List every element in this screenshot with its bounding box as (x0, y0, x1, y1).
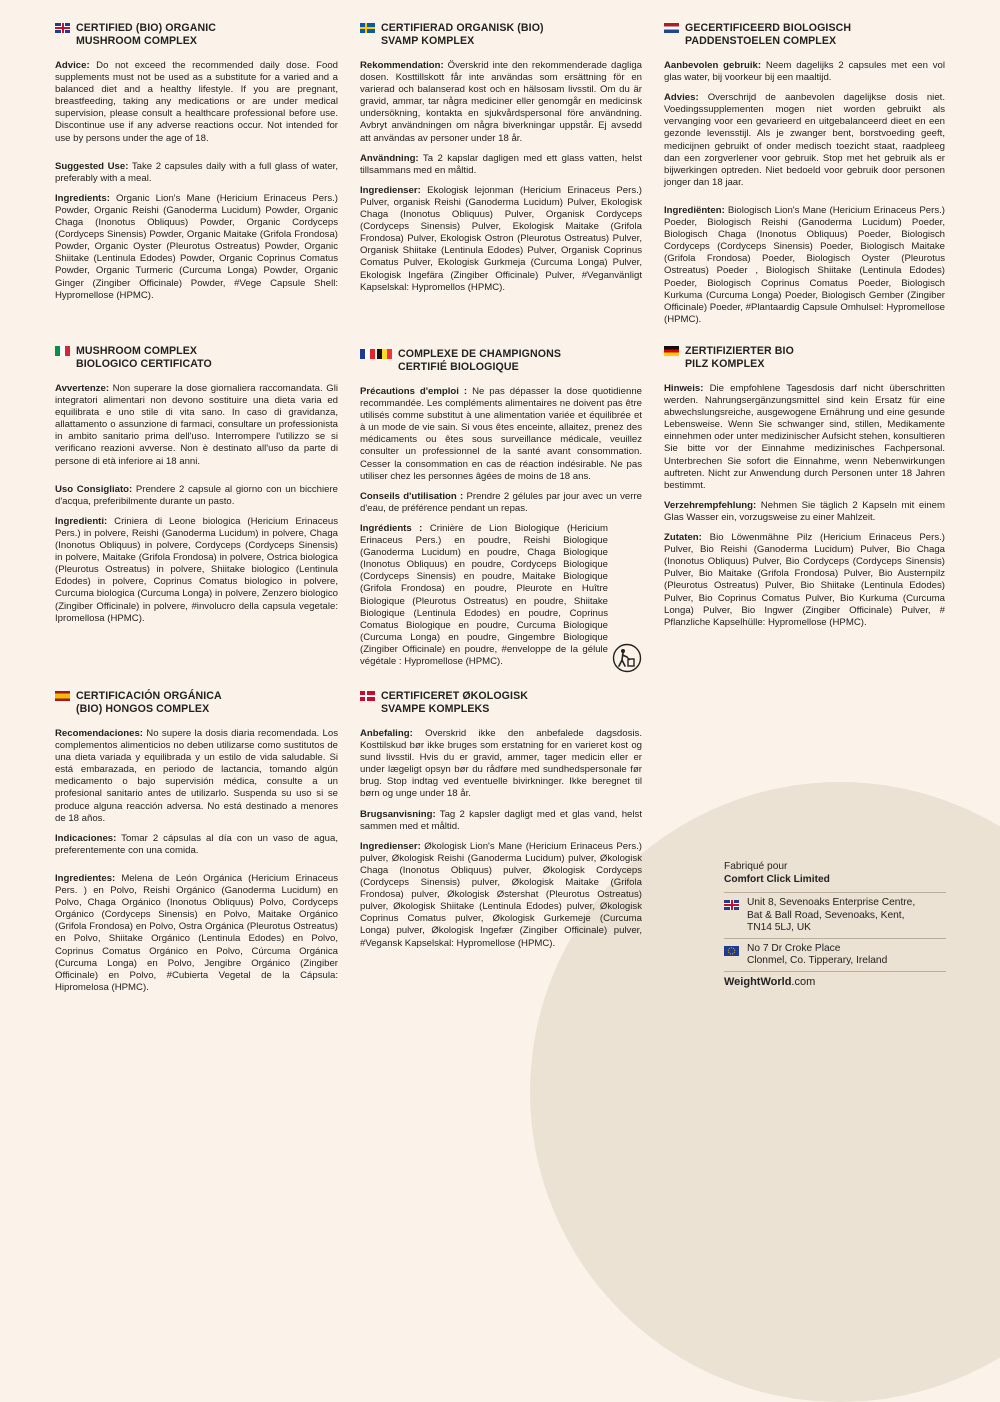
ingredients-paragraph: Ingrediënten: Biologisch Lion's Mane (Hericium Erinaceus Pers.) Poeder, Biologisch Reishi (Ganoderma Lucidum) Poeder, Biologisch Chaga (Inonotus Obliquus) Poeder, Biologisch Cordyceps (Cordyceps Sinensis) Poeder, Biologisch Maitake (Grifola Frondosa) Poeder, Biologisch Oyster (Pleurotus Ostreatus) Poeder , Biologisch Shiitake (Lentinula Edodes) Poeder, Biologisch Coprinus Comatus Poeder, Biologisch Kurkuma (Curcuma Longa) Poeder, Biologisch Gember (Zingiber Officinale) Poeder, #Plantaardig Capsule Omhulsel: Hypromellose (HPMC). (664, 204, 945, 325)
usage-paragraph: Verzehrempfehlung: Nehmen Sie täglich 2 Kapseln mit einem Glas Wasser ein, vorzugsweise zu einer Mahlzeit. (664, 499, 945, 523)
advice-paragraph: Rekommendation: Överskrid inte den rekommenderade dagliga dosen. Kosttillskott får inte användas som ersättning för en varierad och balanserad kost och en hälsosam livsstil. Om du är gravid, ammar, tar några mediciner eller genomgår en medicinsk undersökning, kontakta en sjukvårdspersonal före användning. Avbryt användningen om några biverkningar uppstår. Ej avsedd att användas av personer under 18 år. (360, 60, 642, 144)
netherlands-flag-icon (664, 23, 679, 33)
ingredients-paragraph: Zutaten: Bio Löwenmähne Pilz (Hericium Erinaceus Pers.) Pulver, Bio Reishi (Ganoderma Lucidum) Pulver, Bio Chaga (Inonotus Obliquus) Pulver, Bio Cordyceps (Cordyceps Sinensis) Pulver, Bio Maitake (Grifola Frondosa) Pulver, Bio Austernpilz (Pleurotus Ostreatus) Pulver, Bio Shiitake (Lentinula Edodes) Pulver, Bio Coprinus Comatus Pulver, Bio Kurkuma (Curcuma Longa) Pulver, Bio Ingwer (Zingiber Officinale) Pulver, # Pflanzliche Kapselhülle: Hypromellose (HPMC). (664, 532, 945, 628)
recycle-person-icon (612, 643, 642, 673)
section-spanish (55, 690, 338, 1002)
section-title: MUSHROOM COMPLEX BIOLOGICO CERTIFICATO (76, 345, 212, 370)
section-french (360, 348, 642, 676)
manufactured-for-label: Fabriqué pour (724, 861, 788, 872)
ingredients-paragraph: Ingredienser: Ekologisk lejonman (Hericium Erinaceus Pers.) Pulver, organisk Reishi (Ganoderma Lucidum) Pulver, Ekologisk Chaga (Inonotus Obliquus) Pulver, Organisk Cordyceps (Cordyceps Sinensis) Pulver, Ekologisk Maitake (Grifola Frondosa) Pulver, Ekologisk Ostron (Pleurotus Ostreatus) Pulver, Organisk Shiitake (Lentinula Edodes) Pulver, Organisk Coprinus Comatus Pulver, Ekologisk Gurkmeja (Curcuma Longa) Pulver, Ekologisk Ingefära (Zingiber Officinale) Pulver, #Veganvänligt Kapselskal: Hypromellos (HPMC). (360, 184, 642, 293)
section-english (55, 22, 338, 310)
section-header (360, 22, 642, 48)
section-german (664, 345, 945, 637)
eu-address: No 7 Dr Croke Place Clonmel, Co. Tipperary, Ireland (724, 938, 946, 971)
section-title: ZERTIFIZIERTER BIO PILZ KOMPLEX (685, 345, 794, 370)
section-header (55, 690, 338, 716)
ingredients-paragraph: Ingredienser: Økologisk Lion's Mane (Hericium Erinaceus Pers.) pulver, Økologisk Reishi (Ganoderma Lucidum) pulver, Økologisk Chaga (Inonotus Obliquus) pulver, Økologisk Cordyceps (Cordyceps Sinensis) pulver, Økologisk Maitake (Grifola Frondosa) pulver, Økologisk Østershat (Pleurotus Ostreatus) pulver, Økologisk Shiitake (Lentinula Edodes) pulver, Økologisk Coprinus Comatus pulver, Økologisk Gurkemeje (Curcuma Longa) pulver, Økologisk Ingefær (Zingiber Officinale) pulver, #Vegansk Kapselskal: Hypromellose (HPMC). (360, 840, 642, 949)
usage-paragraph: Uso Consigliato: Prendere 2 capsule al giorno con un bicchiere d'acqua, preferibilmente durante un pasto. (55, 483, 338, 507)
section-title: CERTIFICACIÓN ORGÁNICA (BIO) HONGOS COMPLEX (76, 690, 222, 715)
uk-flag-icon (55, 23, 70, 33)
ingredients-paragraph: Ingredienti: Criniera di Leone biologica (Hericium Erinaceus Pers.) in polvere, Reishi (Ganoderma Lucidum) in polvere, Chaga (Inonotus Obliquus) in polvere, Cordyceps (Cordyceps Sinensis) in polvere, Maitake (Grifola Frondosa) in polvere, Ostrica biologica (Pleurotus Ostreatus) in polvere, Shiitake biologico (Lentinula Edodes) in polvere, Coprinus Comatus biologico in polvere, Curcuma biologica (Curcuma Longa) in polvere, Zenzero biologico (Zingiber Officinale) in polvere, #involucro della capsula vegetale: Ipromellosa (HPMC). (55, 515, 338, 624)
germany-flag-icon (664, 346, 679, 356)
section-title: COMPLEXE DE CHAMPIGNONS CERTIFIÉ BIOLOGIQUE (398, 348, 561, 373)
manufacturer-block (724, 861, 946, 988)
advice-paragraph: Précautions d'emploi : Ne pas dépasser la dose quotidienne recommandée. Les compléments alimentaires ne doivent pas être utilisés comme substitut à une alimentation variée et équilibrée et à un mode de vie sain. Si vous êtes enceinte, allaitez, prenez des médicaments ou êtes sous surveillance médicale, veuillez consulter un professionnel de la santé avant consommation. Cesser la consommation en cas de réaction indésirable. Ne pas utiliser chez les personnes âgées de moins de 18 ans. (360, 386, 642, 482)
advice-paragraph: Recomendaciones: No supere la dosis diaria recomendada. Los complementos alimenticios no deben utilizarse como sustitutos de una dieta variada y equilibrada y un estilo de vida saludable. Si está embarazada, en periodo de lactancia, tomando algún medicamento o bajo supervisión médica, consulte a un profesional sanitario antes de utilizarlo. Suspenda su uso si se produce alguna reacción adversa. No está destinado a menores de 18 años. (55, 728, 338, 824)
section-header (360, 690, 642, 716)
section-danish (360, 690, 642, 958)
section-header (55, 22, 338, 48)
company-name: Comfort Click Limited (724, 873, 830, 885)
website: WeightWorld.com (724, 971, 946, 989)
uk-flag-icon (724, 900, 739, 910)
usage-paragraph: Suggested Use: Take 2 capsules daily with a full glass of water, preferably with a meal. (55, 160, 338, 184)
section-dutch (664, 22, 945, 334)
advice-paragraph: Advies: Overschrijd de aanbevolen dagelijkse dosis niet. Voedingssupplementen mogen niet worden gebruikt als vervanging voor een gevarieerd en uitgebalanceerd dieet en een gezonde levensstijl. Als je zwanger bent, borstvoeding geeft, medicijnen gebruikt of onder medisch toezicht staat, raadpleeg dan een zorgverlener voor gebruik. Stop met het gebruik als er bijwerkingen optreden. Niet bedoeld voor gebruik door personen jonger dan 18 jaar. (664, 92, 945, 188)
uk-address: Unit 8, Sevenoaks Enterprise Centre, Bat & Ball Road, Sevenoaks, Kent, TN14 5LJ, UK (724, 892, 946, 938)
usage-paragraph: Indicaciones: Tomar 2 cápsulas al día con un vaso de agua, preferentemente con una comida. (55, 832, 338, 856)
advice-paragraph: Hinweis: Die empfohlene Tagesdosis darf nicht überschritten werden. Nahrungsergänzungsmittel sind kein Ersatz für eine abwechslungsreiche, ausgewogene Ernährung und eine gesunde Lebensweise. Wenn Sie schwanger sind, stillen, Medikamente einnehmen oder unter medizinischer Aufsicht stehen, konsultieren Sie bitte vor der Einnahme medizinisches Fachpersonal. Unterbrechen Sie sofort die Einnahme, wenn Nebenwirkungen auftreten. Nicht zur Anwendung durch Personen unter 18 Jahren bestimmt. (664, 383, 945, 491)
belgium-flag-icon (377, 349, 392, 359)
sweden-flag-icon (360, 23, 375, 33)
section-title: CERTIFIED (BIO) ORGANIC MUSHROOM COMPLEX (76, 22, 217, 47)
section-swedish (360, 22, 642, 302)
section-header (664, 22, 945, 48)
section-title: GECERTIFICEERD BIOLOGISCH PADDENSTOELEN COMPLEX (685, 22, 852, 47)
section-header (360, 348, 642, 374)
section-header (55, 345, 338, 371)
usage-paragraph: Aanbevolen gebruik: Neem dagelijks 2 capsules met een vol glas water, bij voorkeur bij een maaltijd. (664, 60, 946, 84)
usage-paragraph: Conseils d'utilisation : Prendre 2 gélules par jour avec un verre d'eau, de préférence pendant un repas. (360, 490, 642, 514)
section-italian (55, 345, 338, 633)
usage-paragraph: Användning: Ta 2 kapslar dagligen med ett glass vatten, helst tillsammans med en måltid. (360, 152, 642, 176)
italy-flag-icon (55, 346, 70, 356)
ingredients-paragraph: Ingredientes: Melena de León Orgánica (Hericium Erinaceus Pers. ) en Polvo, Reishi Orgánico (Ganoderma Lucidum) en Polvo, Chaga Orgánico (Inonotus Obliquus) Polvo, Cordyceps Orgánico (Cordyceps Sinensis) en Polvo, Maitake Orgánico (Grifola Frondosa) en Polvo, Ostra Orgánica (Pleurotus Ostreatus) en Polvo, Shiitake Orgánico (Lentinula Edodes) en Polvo, Coprinus Comatus Orgánico en Polvo, Cúrcuma Orgánica (Curcuma Longa) en Polvo, Jengibre Orgánico (Zingiber Officinale) en Polvo, #Cubierta Vegetal de la Cápsula: Hipromelosa (HPMC). (55, 872, 338, 993)
ingredients-paragraph: Ingredients: Organic Lion's Mane (Hericium Erinaceus Pers.) Powder, Organic Reishi (Ganoderma Lucidum) Powder, Organic Chaga (Inonotus Obliquus) Powder, Organic Cordyceps (Cordyceps Sinensis) Powder, Organic Maitake (Grifola Frondosa) Powder, Organic Oyster (Pleurotus Ostreatus) Powder, Organic Shiitake (Lentinula Edodes) Powder, Organic Coprinus Comatus Powder, Organic Turmeric (Curcuma Longa) Powder, Organic Ginger (Zingiber Officinale) Powder, #Vege Capsule Shell: Hypromellose (HPMC). (55, 192, 338, 301)
denmark-flag-icon (360, 691, 375, 701)
section-header (664, 345, 945, 371)
usage-paragraph: Brugsanvisning: Tag 2 kapsler dagligt med et glas vand, helst sammen med et måltid. (360, 808, 642, 832)
advice-paragraph: Advice: Do not exceed the recommended daily dose. Food supplements must not be used as a substitute for a varied and a balanced diet and a healthy lifestyle. If you are pregnant, breastfeeding, taking any medications or are under medical supervision, please consult a healthcare professional before use. Discontinue use if any adverse reactions occur. Not intended for use by persons under the age of 18. (55, 60, 338, 144)
advice-paragraph: Anbefaling: Overskrid ikke den anbefalede dagsdosis. Kosttilskud bør ikke bruges som erstatning for en varieret kost og sund livsstil. Hvis du er gravid, ammer, tager medicin eller er under lægeligt opsyn bør du rådføre med sundhedspersonale før brug. Stop indtag ved eventuelle bivirkninger. Ikke beregnet til børn og unge under 18 år. (360, 728, 642, 800)
advice-paragraph: Avvertenze: Non superare la dose giornaliera raccomandata. Gli integratori alimentari non devono sostituire una dieta varia ed equilibrata e uno stile di vita sano. In caso di gravidanza, allattamento o assunzione di farmaci, consultare un professionista in ambito sanitario prima dell'uso. Interrompere l'utilizzo se si verificano reazioni avverse. Non è destinato all'uso da parte di persone di età inferiore ai 18 anni. (55, 383, 338, 467)
spain-flag-icon (55, 691, 70, 701)
section-title: CERTIFIERAD ORGANISK (BIO) SVAMP KOMPLEX (381, 22, 544, 47)
ingredients-paragraph: Ingrédients : Crinière de Lion Biologique (Hericium Erinaceus Pers.) en poudre, Reishi Biologique (Ganoderma Lucidum) en poudre, Chaga Biologique (Inonotus Obliquus) en poudre, Cordyceps Biologique (Cordyceps Sinensis) en poudre, Maitake Biologique (Grifola Frondosa) en poudre, Pleurote en Huître Biologique (Pleurotus Ostreatus) en poudre, Shiitake Biologique (Lentinula Edodes) en poudre, Coprinus Comatus Biologique en poudre, Curcuma Biologique (Curcuma Longa) en poudre, Gingembre Biologique (Zingiber Officinale) en poudre, #enveloppe de la gélule végétale : Hypromellose (HPMC). (360, 522, 608, 667)
france-flag-icon (360, 349, 375, 359)
section-title: CERTIFICERET ØKOLOGISK SVAMPE KOMPLEKS (381, 690, 528, 715)
eu-flag-icon (724, 946, 739, 956)
